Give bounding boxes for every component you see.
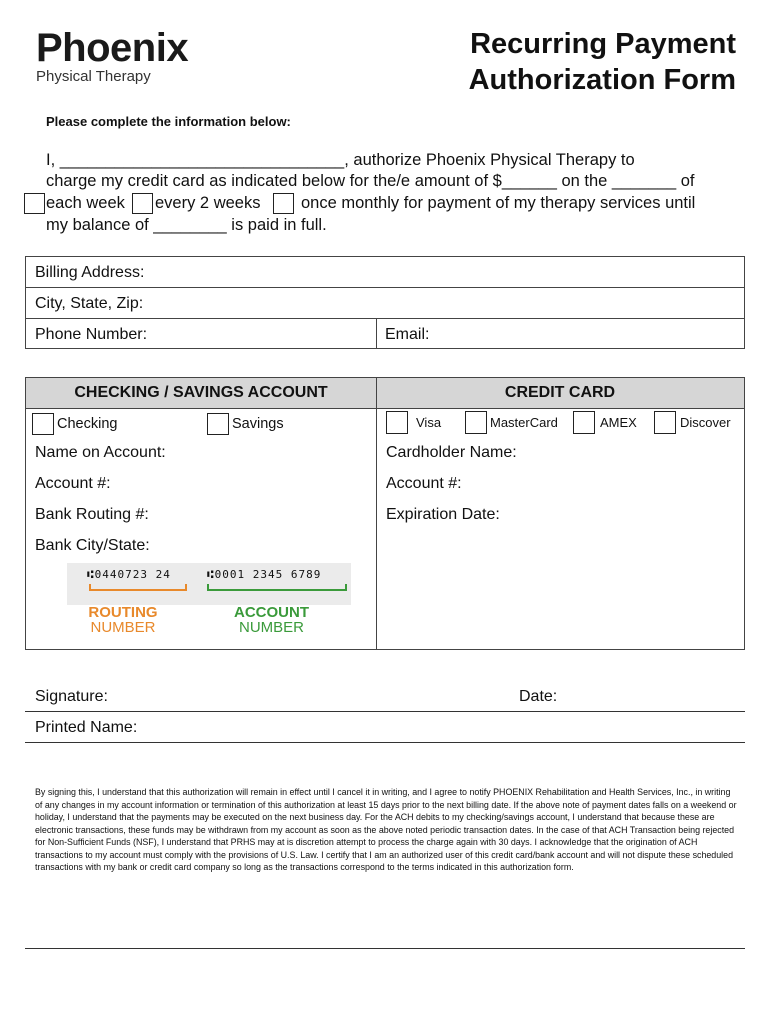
- checking-label: Checking: [57, 416, 118, 432]
- legal-text: By signing this, I understand that this authorization will remain in effect until I cancel it in writing, and I agree to notify PHOENIX Rehabilitation and Health Services, Inc., in writing of any changes in my account information or termination of this authorization at least 15 days prior to the next billing date. If the above note of payment dates falls on a weekend or holiday, I understand that the payments may be executed on the next business day. For the ACH debits to my checking/savings account, I understand that because these are electronic transactions, these funds may be withdrawn from my account as soon as the above noted periodic transaction dates. In the case of that ACH Transaction being rejected for Non-Sufficient Funds (NSF), I understand that PRHS may at is discretion attempt to process the charge again with 30 days. I acknowledge that the origination of ACH transactions to my account must comply with the provisions of U.S. Law. I certify that I am an authorized user of this credit card/bank account and will not dispute these scheduled transactions with my bank or credit card company so long as the transactions correspond to the terms indicated in this authorization form.: [35, 787, 737, 872]
- savings-checkbox[interactable]: [207, 413, 229, 435]
- monthly-checkbox[interactable]: [273, 193, 294, 214]
- every-2-weeks-label: every 2 weeks: [155, 194, 261, 212]
- account-bracket: [207, 584, 347, 591]
- amex-checkbox[interactable]: [573, 411, 595, 434]
- checking-checkbox[interactable]: [32, 413, 54, 435]
- name-on-account-label: Name on Account:: [35, 444, 166, 461]
- credit-header: CREDIT CARD: [376, 378, 744, 409]
- check-illustration: [67, 563, 351, 605]
- card-account-label: Account #:: [386, 475, 462, 492]
- auth-line-4: my balance of ________ is paid in full.: [46, 216, 327, 234]
- form-title: [416, 26, 736, 98]
- bottom-rule: [25, 948, 745, 949]
- printed-name-line: [25, 742, 745, 743]
- routing-bracket: [89, 584, 187, 591]
- each-week-checkbox[interactable]: [24, 193, 45, 214]
- signature-label: Signature:: [35, 688, 108, 705]
- routing-caption-1: ROUTING: [88, 604, 158, 621]
- city-state-zip-label: City, State, Zip:: [35, 295, 144, 312]
- expiration-date-label: Expiration Date:: [386, 506, 500, 523]
- every-2-weeks-checkbox[interactable]: [132, 193, 153, 214]
- amex-label: AMEX: [600, 415, 637, 430]
- payment-table: [25, 377, 745, 650]
- bank-city-state-label: Bank City/State:: [35, 537, 150, 554]
- auth-line-2: charge my credit card as indicated below for the/e amount of $______ on the _______ of: [46, 172, 695, 190]
- each-week-label: each week: [46, 194, 125, 212]
- mastercard-checkbox[interactable]: [465, 411, 487, 434]
- discover-label: Discover: [680, 415, 731, 430]
- mastercard-label: MasterCard: [490, 415, 558, 430]
- phone-label: Phone Number:: [35, 326, 148, 343]
- contact-table: [25, 256, 745, 349]
- account-number-caption: [214, 605, 329, 635]
- billing-address-label: Billing Address:: [35, 264, 145, 281]
- routing-caption-2: NUMBER: [90, 619, 156, 636]
- title-line-1: Recurring Payment: [470, 28, 736, 60]
- visa-label: Visa: [416, 415, 442, 430]
- printed-name-label: Printed Name:: [35, 719, 138, 736]
- auth-line-1: I, _______________________________, authorize Phoenix Physical Therapy to: [46, 151, 635, 169]
- signature-line: [25, 711, 745, 712]
- micr-routing: ⑆0440723 24: [87, 568, 171, 581]
- monthly-label: once monthly for payment of my therapy services until: [301, 194, 696, 212]
- checking-account-label: Account #:: [35, 475, 111, 492]
- cardholder-name-label: Cardholder Name:: [386, 444, 517, 461]
- email-label: Email:: [385, 326, 430, 343]
- checking-header: CHECKING / SAVINGS ACCOUNT: [26, 378, 376, 409]
- account-caption-2: NUMBER: [238, 619, 304, 636]
- logo-subtitle: Physical Therapy: [36, 68, 151, 85]
- routing-label: Bank Routing #:: [35, 506, 149, 523]
- discover-checkbox[interactable]: [654, 411, 676, 434]
- savings-label: Savings: [232, 416, 284, 432]
- date-label: Date:: [519, 688, 558, 705]
- instructions: Please complete the information below:: [46, 114, 291, 129]
- routing-number-caption: [67, 605, 179, 635]
- micr-account: ⑆0001 2345 6789: [207, 568, 322, 581]
- account-caption-1: ACCOUNT: [234, 604, 309, 621]
- title-line-2: Authorization Form: [468, 64, 736, 96]
- logo-wordmark: Phoenix: [36, 26, 189, 70]
- visa-checkbox[interactable]: [386, 411, 408, 434]
